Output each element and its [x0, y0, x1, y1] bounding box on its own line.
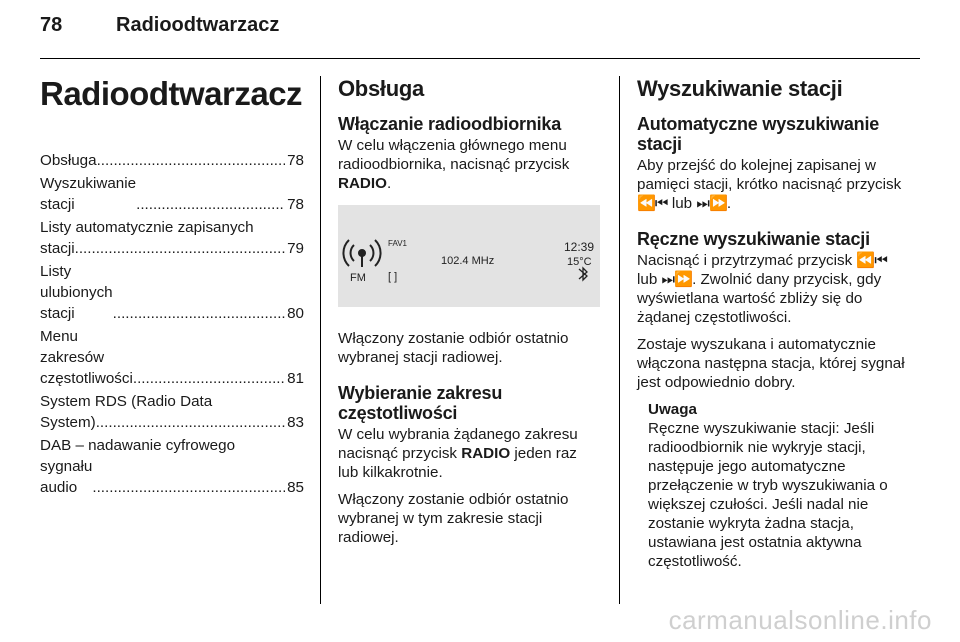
- paragraph: Nacisnąć i przytrzymać przycisk ⏪⏮ lub ⏭⏩. Zwolnić dany przycisk, gdy wyświetlana wartość zbliży się do żądanej częstotliwości.: [637, 252, 888, 326]
- band-label: FM: [350, 272, 366, 284]
- toc-column: [40, 76, 304, 500]
- table-of-contents: [40, 150, 304, 498]
- seek-forward-icon: ⏭⏩: [661, 271, 693, 288]
- time-label: 12:39: [564, 240, 595, 254]
- brackets-label: [ ]: [388, 271, 398, 283]
- seek-back-icon: ⏪⏮: [856, 252, 888, 269]
- radio-signal-icon: [343, 240, 380, 267]
- toc-item[interactable]: Listy ulubionych stacji ..... 80: [40, 261, 304, 324]
- subsection-title: Wybieranie zakresu częstotliwości: [338, 383, 503, 423]
- paragraph: Włączony zostanie odbiór ostatnio wybranej w tym zakresie stacji radiowej.: [338, 491, 569, 546]
- note-text: Ręczne wyszukiwanie stacji: Jeśli radioodbiornik nie wykryje stacji, następuje jego automatyczne przełączenie w tryb wyszukiwania o większej czułości. Jeśli nadal nie zostanie wykryta żadna stacja, ustawiana jest ostatnia aktywna częstotliwość.: [648, 420, 888, 570]
- watermark: carmanualsonline.info: [668, 605, 932, 635]
- station-search-column: [637, 76, 907, 579]
- note-title: Uwaga: [648, 401, 697, 418]
- subsection-title: Włączanie radioodbiornika: [338, 114, 562, 134]
- bluetooth-icon: [579, 268, 587, 280]
- toc-item[interactable]: Listy automatycznie zapisanych stacji ..... 79: [40, 217, 304, 259]
- chapter-title: Radioodtwarzacz: [40, 75, 303, 112]
- section-heading: Wyszukiwanie stacji: [637, 76, 843, 101]
- page-header: [40, 14, 279, 37]
- paragraph: Aby przejść do kolejnej zapisanej w pamięci stacji, krótko nacisnąć przycisk ⏪⏮ lub ⏭⏩.: [637, 157, 902, 212]
- radio-display: [338, 205, 600, 307]
- toc-item[interactable]: DAB – nadawanie cyfrowego sygnału audio ..... 85: [40, 435, 304, 498]
- radio-display-illustration: [338, 205, 600, 307]
- toc-item[interactable]: System RDS (Radio Data System) ..... 83: [40, 391, 304, 433]
- paragraph: W celu włączenia głównego menu radioodbiornika, nacisnąć przycisk RADIO.: [338, 137, 570, 192]
- header-rule: [40, 58, 920, 59]
- note-box: [637, 400, 907, 571]
- seek-forward-icon: ⏭⏩: [696, 195, 727, 212]
- column-divider: [619, 76, 620, 604]
- toc-item[interactable]: Wyszukiwanie stacji ..... 78: [40, 173, 304, 215]
- toc-item[interactable]: Obsługa ..... 78: [40, 150, 304, 171]
- subsection-title: Automatyczne wyszukiwanie stacji: [637, 114, 880, 154]
- paragraph: W celu wybrania żądanego zakresu nacisnąć przycisk RADIO jeden raz lub kilkakrotnie.: [338, 426, 578, 481]
- frequency-label: 102.4 MHz: [441, 255, 495, 267]
- fav-label: FAV1: [388, 239, 407, 248]
- toc-item[interactable]: Menu zakresów częstotliwości ..... 81: [40, 326, 304, 389]
- operation-column: [338, 76, 600, 555]
- temperature-label: 15°C: [567, 256, 592, 268]
- page-number: 78: [40, 14, 63, 36]
- column-divider: [320, 76, 321, 604]
- paragraph: Zostaje wyszukana i automatycznie włączona następna stacja, której sygnał jest odpowiednio dobry.: [637, 336, 905, 391]
- seek-back-icon: ⏪⏮: [637, 195, 668, 212]
- header-title: Radioodtwarzacz: [116, 14, 280, 36]
- section-heading: Obsługa: [338, 76, 424, 101]
- subsection-title: Ręczne wyszukiwanie stacji: [637, 229, 870, 249]
- paragraph: Włączony zostanie odbiór ostatnio wybranej stacji radiowej.: [338, 330, 569, 366]
